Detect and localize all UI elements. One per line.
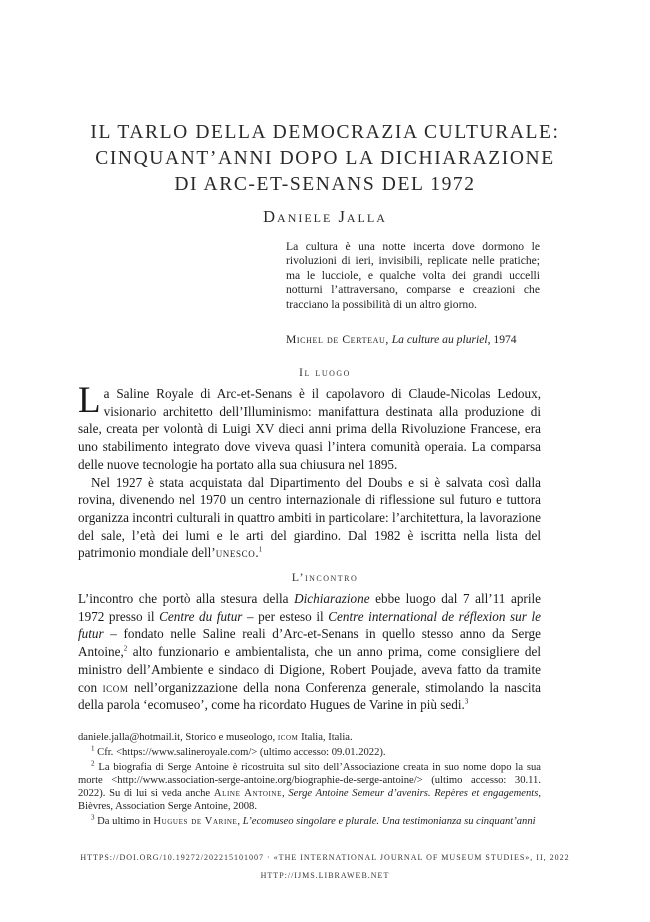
- p3-seg-2: Dichiarazione: [294, 591, 370, 606]
- drop-cap: L: [78, 380, 101, 421]
- footer-url[interactable]: HTTP://IJMS.LIBRAWEB.NET: [260, 871, 390, 880]
- footnotes: [78, 731, 541, 830]
- footnote-ref-1[interactable]: 1: [258, 545, 263, 554]
- paragraph-2-end: .: [255, 545, 259, 561]
- footnote-3-number: 3: [91, 813, 95, 822]
- icom-abbr: icom: [102, 679, 129, 695]
- paragraph-1-text: [78, 380, 541, 472]
- footnote-2-a: La biografia di Serge Antoine è ricostruita sul sito dell’Associazione creata in suo nome dopo la sua morte <http://www.association-serge-antoine.org/biographie-de-serge-antoine/> (ultimo accesso: 30.11. 2022). Su di lui si veda anche: [78, 762, 541, 799]
- p3-seg-6: Centre international de réflexion sur le futur: [78, 608, 541, 642]
- epigraph-author: Michel de Certeau,: [286, 333, 389, 346]
- title-line-3: DI ARC-ET-SENANS DEL 1972: [174, 174, 476, 195]
- p3-seg-10: nell’organizzazione della nona Conferenza generale, stimolando la nascita della parola ‘ecomuseo’, come ha ricordato Hugues de Varine in più sedi.: [78, 679, 542, 713]
- footnote-2-c: , Bièvres, Association Serge Antoine, 2008.: [78, 788, 541, 812]
- epigraph-source: [286, 333, 546, 346]
- footnote-2-number: 2: [91, 759, 95, 768]
- epigraph-work: La culture au pluriel: [391, 333, 488, 346]
- epigraph-year: , 1974: [487, 333, 517, 346]
- affiliation-b: Italia, Italia.: [298, 732, 353, 743]
- section-heading-luogo: Il luogo: [299, 365, 351, 379]
- epigraph-text: La cultura è una notte incerta dove dormono le rivoluzioni di ieri, invisibili, replicate nelle pratiche; ma le lucciole, e qualche volta dei grandi uccelli notturni l’attraversano, comparse e creazioni che tracciano la possibilità di un altro giorno.: [286, 240, 540, 311]
- affiliation-a: daniele.jalla@hotmail.it, Storico e museologo,: [78, 732, 278, 743]
- paragraph-2: [78, 474, 541, 563]
- footnote-ref-3[interactable]: 3: [464, 697, 469, 706]
- p3-seg-7: – fondato nelle Saline reali d’Arc-et-Senans in quello stesso anno da Serge Antoine,: [78, 626, 541, 660]
- footnote-1-number: 1: [91, 744, 95, 753]
- paragraph-2-body: Nel 1927 è stata acquistata dal Dipartimento del Doubs e si è salvata così dalla rovina, divenendo nel 1970 un centro internazionale di riflessione sul futuro e tuttora organizza incontri culturali in quattro ambiti in particolare: l’architettura, la lavorazione del sale, l’età dei lumi e le arti del giardino. Dal 1982 è iscritta nella lista del patrimonio mondiale dell’: [78, 474, 541, 561]
- footnote-2-b: ,: [281, 788, 289, 799]
- footnote-3-author: Hugues de Varine: [153, 816, 238, 827]
- paragraph-3: [78, 590, 541, 714]
- footnote-3-b: ,: [237, 816, 243, 827]
- title-line-2: CINQUANT’ANNI DOPO LA DICHIARAZIONE: [95, 148, 555, 169]
- section-heading-incontro: L’incontro: [291, 570, 359, 584]
- footnote-ref-2[interactable]: 2: [123, 644, 128, 653]
- affiliation-note: [78, 731, 541, 744]
- footnote-3-title: L’ecomuseo singolare e plurale. Una testimonianza su cinquant’anni: [242, 816, 536, 827]
- footnote-2-author: Aline Antoine: [213, 788, 282, 799]
- footnote-3: [78, 815, 541, 828]
- p3-seg-4: Centre du futur: [159, 608, 243, 624]
- footer-doi[interactable]: HTTPS://DOI.ORG/10.19272/202215101007 · «THE INTERNATIONAL JOURNAL OF MUSEUM STUDIES», II, 2022: [80, 853, 570, 862]
- p3-seg-5: – per esteso il: [242, 608, 329, 624]
- footnote-3-a: Da ultimo in: [94, 816, 154, 827]
- p3-seg-3: ebbe luogo dal 7 all’11 aprile 1972 presso il: [78, 591, 541, 624]
- footnote-1-text: Cfr. <https://www.salineroyale.com/> (ultimo accesso: 09.01.2022).: [94, 747, 386, 758]
- paragraph-1: [78, 380, 541, 474]
- p3-seg-1: L’incontro che portò alla stesura della: [78, 591, 295, 606]
- footnote-2-title: Serge Antoine Semeur d’avenirs. Repères et engagements: [288, 788, 539, 799]
- affiliation-icom: icom: [277, 732, 299, 743]
- section-luogo-body: [78, 380, 541, 562]
- paragraph-1-body: a Saline Royale di Arc-et-Senans è il capolavoro di Claude-Nicolas Ledoux, visionario architetto dell’Illuminismo: manifattura destinata alla produzione di sale, creata per volontà di Luigi XV dieci anni prima della Rivoluzione Francese, era uno stabilimento integrato dove viveva quasi l’intera comunità operaia. La comparsa delle nuove tecnologie ha portato alla sua chiusura nel 1895.: [78, 386, 541, 472]
- section-incontro-body: [78, 590, 541, 714]
- author-name: Daniele Jalla: [263, 207, 387, 226]
- footnote-1: [78, 746, 541, 759]
- unesco-abbr: unesco: [215, 545, 256, 561]
- footnote-2: [78, 761, 541, 813]
- title-line-1: IL TARLO DELLA DEMOCRAZIA CULTURALE:: [90, 122, 560, 143]
- p3-seg-8: alto funzionario e ambientalista, che un anno prima, come consigliere del ministro dell’Ambiente e sindaco di Digione, Robert Poujade, aveva fatto da tramite con: [78, 644, 541, 695]
